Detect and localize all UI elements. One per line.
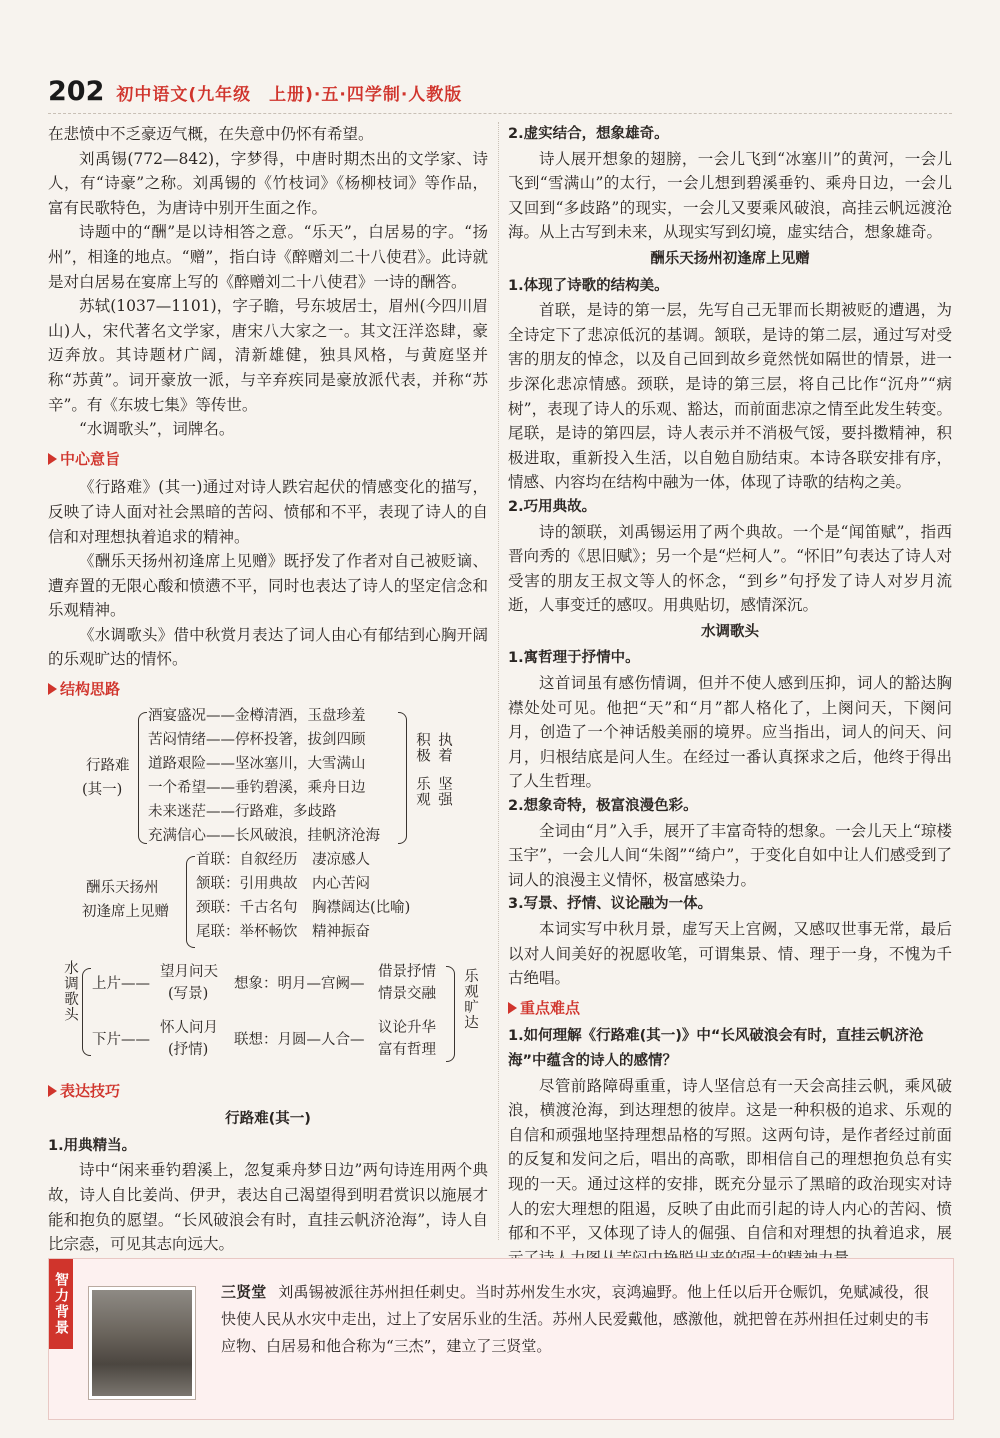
diagram-label: 上片—— xyxy=(92,975,150,992)
triangle-icon xyxy=(48,453,57,465)
section-heading-structure: 结构思路 xyxy=(48,677,488,702)
background-box xyxy=(48,1258,954,1420)
point-heading: 1.用典精当。 xyxy=(48,1137,137,1154)
sub-title: 行路难(其一) xyxy=(225,1111,311,1128)
diagram-label: 乐观 xyxy=(414,775,430,807)
diagram-row: 酒宴盛况——金樽清酒，玉盘珍羞 xyxy=(148,707,366,724)
diagram-label: 联想：月圆—人合— xyxy=(234,1031,365,1048)
header-divider xyxy=(48,113,952,114)
background-tab: 智力背景 xyxy=(49,1259,73,1349)
paragraph: 尽管前路障碍重重，诗人坚信总有一天会高挂云帆，乘风破浪，横渡沧海，到达理想的彼岸。这是一种积极的追求、乐观的自信和顽强地坚持理想品格的写照。这两句诗，是作者经过前面的反复和发问之后，唱出的高歌，即相信自己的理想抱负总有实现的一天。通过这样的安排，既充分显示了黑暗的政治现实对诗人的宏大理想的阻遏，反映了由此而引起的诗人内心的苦闷、愤郁和不平，又体现了诗人的倔强、自信和对理想的执着追求，展 xyxy=(508,1076,952,1243)
paragraph: 《水调歌头》借中秋赏月表达了词人由心有郁结到心胸开阔的乐观旷达的情怀。 xyxy=(48,625,488,669)
paragraph: “水调歌头”，词牌名。 xyxy=(79,420,235,439)
diagram-label: 酬乐天扬州 xyxy=(86,879,159,896)
triangle-icon xyxy=(48,683,57,695)
page-header xyxy=(48,76,462,110)
diagram-label: 初逢席上见赠 xyxy=(82,903,169,920)
diagram-row: 尾联：举杯畅饮 精神振奋 xyxy=(196,923,370,940)
question: 1.如何理解《行路难(其一)》中“长风破浪会有时，直挂云帆济沧海”中蕴含的诗人的感情？ xyxy=(508,1028,924,1069)
diagram-label: 借景抒情 xyxy=(378,963,436,980)
diagram-label: 积极 xyxy=(414,731,430,763)
diagram-row: 颈联：千古名句 胸襟阔达(比喻) xyxy=(196,899,411,916)
diagram-label: (抒情) xyxy=(168,1041,209,1058)
paragraph: 刘禹锡(772—842)，字梦得，中唐时期杰出的文学家、诗人，有“诗豪”之称。刘禹锡的《竹枝词》《杨柳枝词》等作品，富有民歌特色，为唐诗中别开生面之作。 xyxy=(48,149,488,217)
left-column xyxy=(48,122,488,1257)
paragraph: 诗的颔联，刘禹锡运用了两个典故。一个是“闻笛赋”，指西晋向秀的《思旧赋》；另一个是“烂柯人”。“怀旧”句表达了诗人对受害的朋友王叔文等人的怀念，“到乡”句抒发了诗人对岁月流逝，人事变迁的感叹。用典贴切，感情深沉。 xyxy=(508,522,952,615)
brace xyxy=(138,712,147,844)
point-heading: 2.想象奇特，极富浪漫色彩。 xyxy=(508,798,698,815)
diagram-row: 未来迷茫——行路难，多歧路 xyxy=(148,803,337,820)
diagram-row: 颔联：引用典故 内心苦闷 xyxy=(196,875,370,892)
brace xyxy=(446,966,455,1062)
paragraph: 本词实写中秋月景，虚写天上宫阙，又感叹世事无常，最后以对人间美好的祝愿收笔，可谓集景、情、理于一身，不愧为千古绝唱。 xyxy=(508,920,952,988)
background-title: 三贤堂 xyxy=(221,1283,267,1301)
right-column xyxy=(508,122,952,1270)
brace xyxy=(82,968,91,1056)
diagram-label: 下片—— xyxy=(92,1031,150,1048)
background-body: 刘禹锡被派往苏州担任刺史。当时苏州发生水灾，哀鸿遍野。他上任以后开仓赈饥，免赋减役，很快使人民从水灾中走出，过上了安居乐业的生活。苏州人民爱戴他，感激他，就把曾在苏州担任过刺史的韦应物、白居易和他合称为“三杰”，建立了三贤堂。 xyxy=(221,1283,929,1355)
page-number: 202 xyxy=(48,76,105,107)
triangle-icon xyxy=(48,1085,57,1097)
paragraph: 诗人展开想象的翅膀，一会儿飞到“冰塞川”的黄河，一会儿飞到“雪满山”的太行，一会儿想到碧溪垂钓、乘舟日边，一会儿又回到“多歧路”的现实，一会儿又要乘风破浪，高挂云帆远渡沧海。从上古写到未来，从现实写到幻境，虚实结合，想象雄奇。 xyxy=(508,149,952,242)
diagram-label: 富有哲理 xyxy=(378,1041,436,1058)
diagram-label: 执着 xyxy=(436,731,452,763)
point-heading: 1.寓哲理于抒情中。 xyxy=(508,650,640,667)
structure-diagram xyxy=(48,706,488,1074)
paragraph: 诗中“闲来垂钓碧溪上，忽复乘舟梦日边”两句诗连用两个典故，诗人自比姜尚、伊尹，表达自己渴望得到明君赏识以施展才能和抱负的愿望。“长风破浪会有时，直挂云帆济沧海”，诗人自比宗悫，可见其志向远大。 xyxy=(48,1161,488,1254)
section-heading-theme: 中心意旨 xyxy=(48,447,488,472)
diagram-label: (写景) xyxy=(168,985,209,1002)
sub-title: 酬乐天扬州初逢席上见赠 xyxy=(650,250,810,267)
brace xyxy=(186,856,195,948)
paragraph: 这首词虽有感伤情调，但并不使人感到压抑，词人的豁达胸襟处处可见。他把“天”和“月”都人格化了，上阕问天，下阕问月，创造了一个神话般美丽的境界。应当指出，词人的问天、问月，归根结底是问人生。在经过一番认真探求之后，他终于得出了人生哲理。 xyxy=(508,674,952,791)
point-heading: 2.虚实结合，想象雄奇。 xyxy=(508,126,669,142)
paragraph: 诗题中的“酬”是以诗相答之意。“乐天”，白居易的字。“扬州”，相逢的地点。“赠”，指白诗《醉赠刘二十八使君》。此诗就是对白居易在宴席上写的《醉赠刘二十八使君》一诗的酬答。 xyxy=(48,223,488,291)
diagram-label: 议论升华 xyxy=(378,1019,436,1036)
book-title: 初中语文(九年级 上册)·五·四学制·人教版 xyxy=(116,85,463,105)
paragraph: 《酬乐天扬州初逢席上见赠》既抒发了作者对自己被贬谪、遭弃置的无限心酸和愤懑不平，同时也表达了诗人的坚定信念和乐观精神。 xyxy=(48,552,488,620)
brace xyxy=(398,712,407,844)
diagram-label: 水调歌头 xyxy=(62,959,78,1022)
sub-title: 水调歌头 xyxy=(701,623,759,640)
column-divider xyxy=(498,122,499,1240)
paragraph: 在悲愤中不乏豪迈气概，在失意中仍怀有希望。 xyxy=(48,125,374,143)
diagram-label: 情景交融 xyxy=(378,985,436,1002)
sanxiantang-photo xyxy=(89,1287,195,1399)
diagram-label: 乐观旷达 xyxy=(462,967,478,1030)
diagram-row: 首联：自叙经历 凄凉感人 xyxy=(196,851,370,868)
diagram-label: 行路难 xyxy=(86,757,130,774)
point-heading: 3.写景、抒情、议论融为一体。 xyxy=(508,896,713,913)
section-heading-key: 重点难点 xyxy=(508,996,952,1021)
paragraph: 《行路难》(其一)通过对诗人跌宕起伏的情感变化的描写，反映了诗人面对社会黑暗的苦闷、愤郁和不平，表现了诗人的自信和对理想执着追求的精神。 xyxy=(48,478,488,546)
section-heading-technique: 表达技巧 xyxy=(48,1079,488,1104)
paragraph: 苏轼(1037—1101)，字子瞻，号东坡居士，眉州(今四川眉山)人，宋代著名文学家，唐宋八大家之一。其文汪洋恣肆，豪迈奔放。其诗题材广阔，清新雄健，独具风格，与黄庭坚并称“苏黄”。词开豪放一派，与辛弃疾同是豪放派代表，并称“苏辛”。有《东坡七集》等传世。 xyxy=(48,297,488,414)
diagram-label: 望月问天 xyxy=(160,963,218,980)
background-text xyxy=(221,1279,929,1360)
paragraph: 首联，是诗的第一层，先写自己无罪而长期被贬的遭遇，为全诗定下了悲凉低沉的基调。颔联，是诗的第二层，通过写对受害的朋友的悼念，以及自己回到故乡竟然恍如隔世的情景，进一步深化悲凉情感。颈联，是诗的第三层，将自己比作“沉舟”“病树”，表现了诗人的乐观、豁达，而前面悲凉之情至此发生转变。尾联，是诗的第四层，诗人表示并不消极气馁，要抖擞精神，积极进取，重新投入生活，以自勉自励结束。本诗各联安排有序，情感、内容均在结构中融为一体，体现了诗歌的结构之美。 xyxy=(508,301,952,492)
triangle-icon xyxy=(508,1002,517,1014)
diagram-label: 怀人问月 xyxy=(160,1019,218,1036)
paragraph: 全词由“月”入手，展开了丰富奇特的想象。一会儿天上“琼楼玉宇”，一会儿人间“朱阁”“绮户”，于变化自如中让人们感受到了词人的浪漫主义情怀，极富感染力。 xyxy=(508,821,952,889)
diagram-row: 苦闷情绪——停杯投箸，拔剑四顾 xyxy=(148,731,366,748)
point-heading: 1.体现了诗歌的结构美。 xyxy=(508,277,669,294)
diagram-row: 一个希望——垂钓碧溪，乘舟日边 xyxy=(148,779,366,796)
diagram-row: 充满信心——长风破浪，挂帆济沧海 xyxy=(148,827,380,844)
point-heading: 2.巧用典故。 xyxy=(508,498,597,515)
diagram-label: 坚强 xyxy=(436,775,452,807)
diagram-row: 道路艰险——坚冰塞川，大雪满山 xyxy=(148,755,366,772)
diagram-label: 想象：明月—宫阙— xyxy=(234,975,365,992)
diagram-label: (其一) xyxy=(82,781,123,798)
